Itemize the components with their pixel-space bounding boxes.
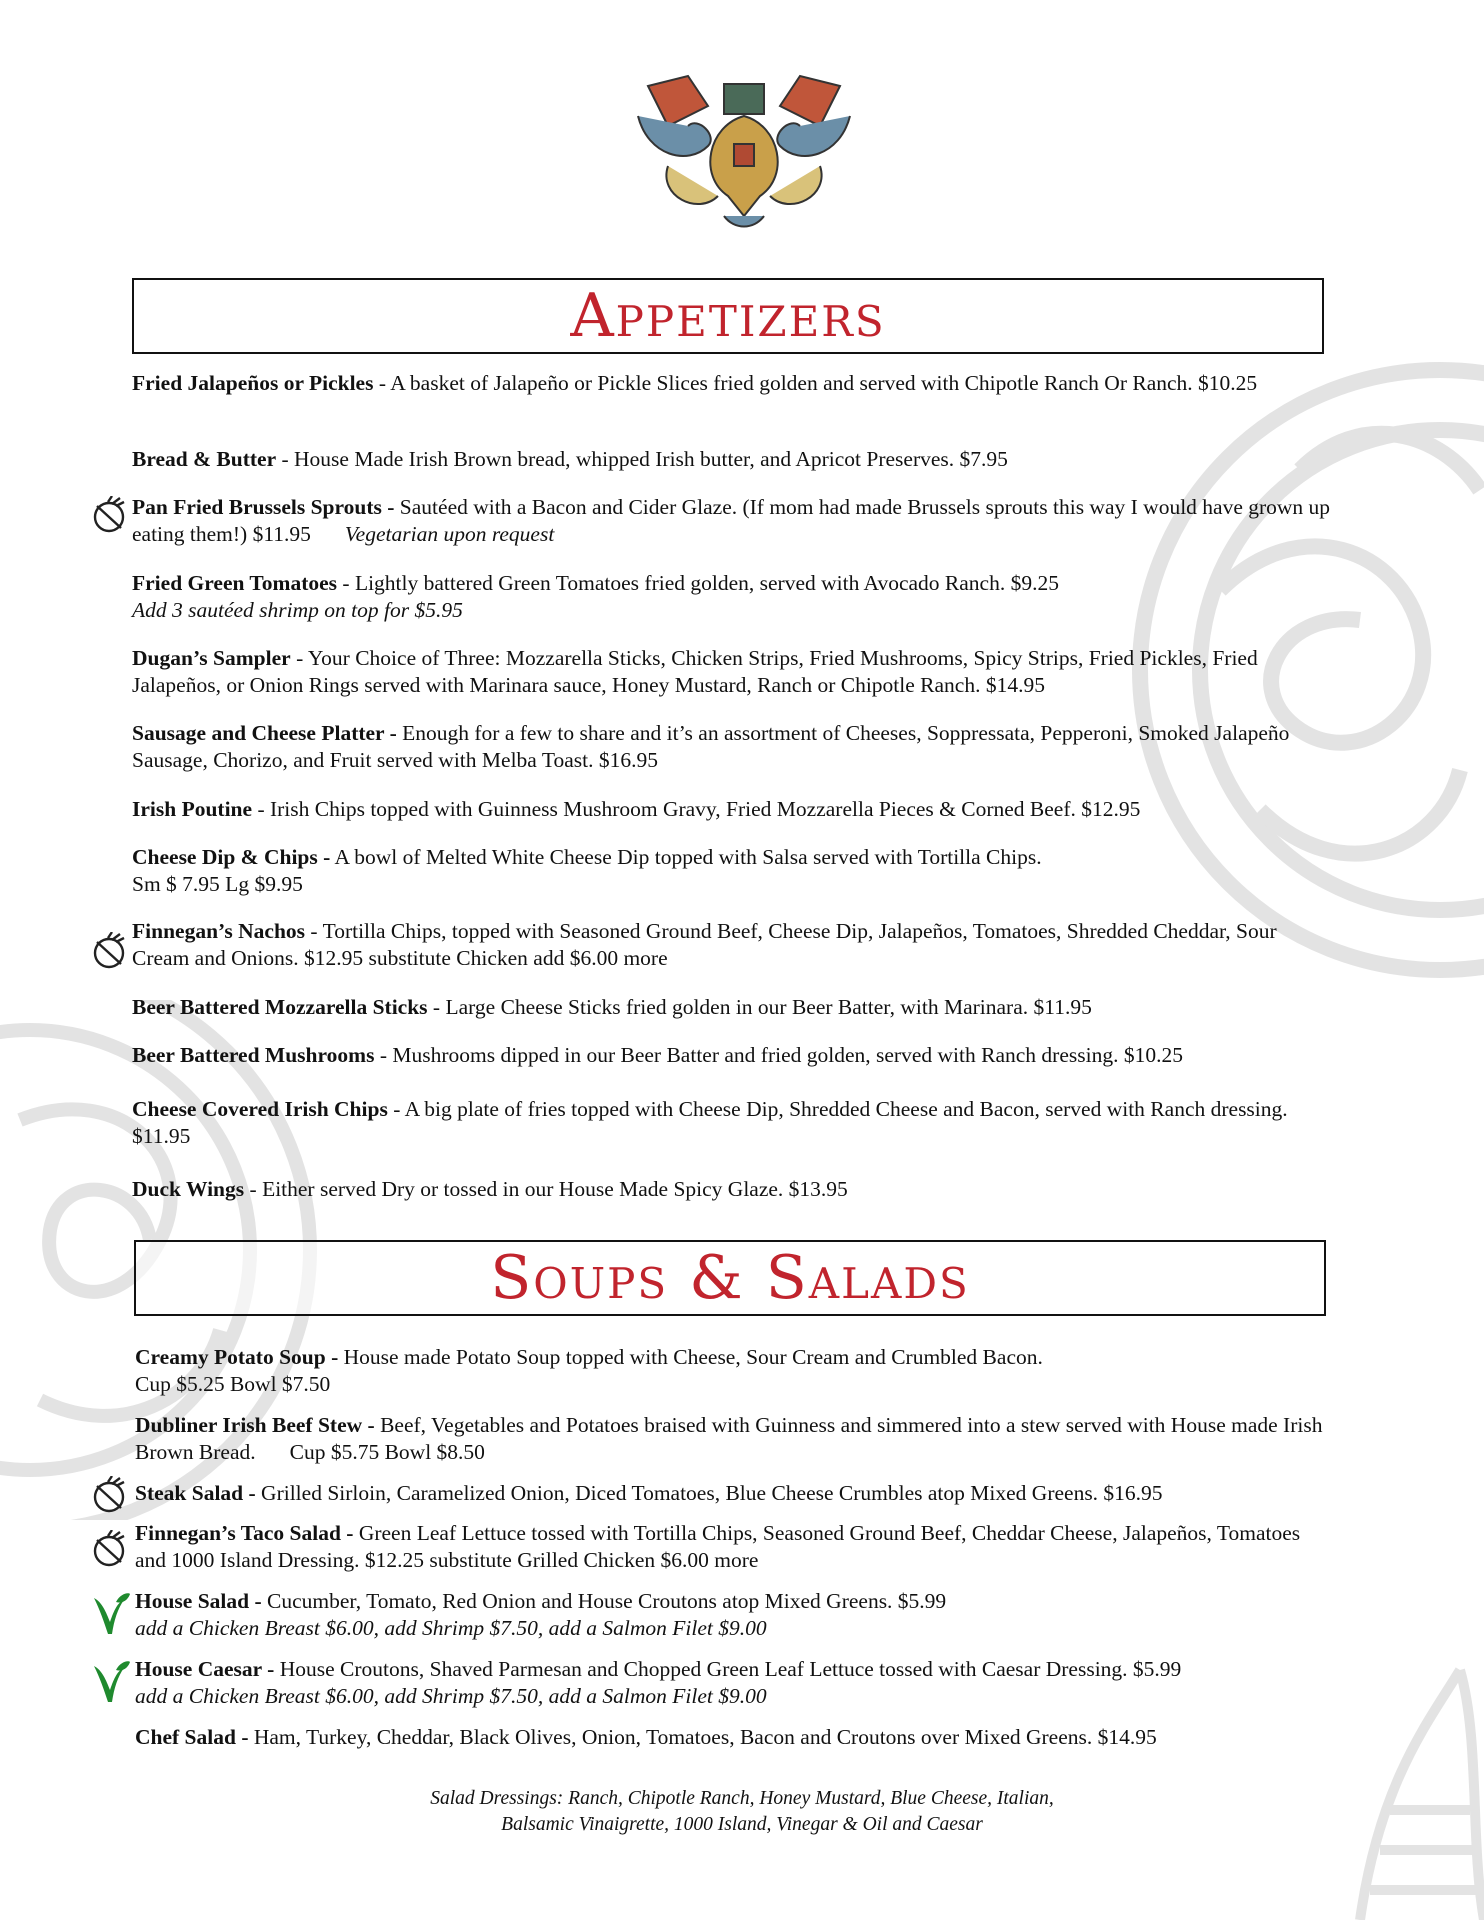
item-desc: Cucumber, Tomato, Red Onion and House Croutons atop Mixed Greens. $5.99 bbox=[267, 1589, 947, 1613]
item-name: Cheese Covered Irish Chips bbox=[132, 1097, 388, 1121]
item-desc: Large Cheese Sticks fried golden in our Beer Batter, with Marinara. $11.95 bbox=[445, 995, 1092, 1019]
item-name: Steak Salad - bbox=[135, 1481, 256, 1505]
item-name: Finnegan’s Taco Salad - bbox=[135, 1521, 354, 1545]
no-vegetarian-icon bbox=[90, 1530, 130, 1570]
item-note: Add 3 sautéed shrimp on top for $5.95 bbox=[132, 598, 463, 622]
menu-item: Fried Jalapeños or Pickles - A basket of Jalapeño or Pickle Slices fried golden and served with Chipotle Ranch Or Ranch. $10.25 bbox=[132, 371, 1258, 395]
no-vegetarian-icon bbox=[90, 1476, 130, 1516]
item-desc: Ham, Turkey, Cheddar, Black Olives, Onion, Tomatoes, Bacon and Croutons over Mixed Greens. $14.95 bbox=[253, 1725, 1157, 1749]
item-name: Cheese Dip & Chips - bbox=[132, 845, 331, 869]
item-name: Duck Wings bbox=[132, 1177, 245, 1201]
item-desc: Lightly battered Green Tomatoes fried golden, served with Avocado Ranch. $9.25 bbox=[354, 571, 1059, 595]
item-desc: A big plate of fries topped with Cheese Dip, Shredded Cheese and Bacon, served with Ranch dressing. $11.95 bbox=[132, 1097, 1288, 1148]
item-desc: House Croutons, Shaved Parmesan and Chopped Green Leaf Lettuce tossed with Caesar Dressing. $5.99 bbox=[279, 1657, 1182, 1681]
vegetarian-icon bbox=[90, 1592, 130, 1636]
menu-item: Dugan’s Sampler - Your Choice of Three: Mozzarella Sticks, Chicken Strips, Fried Mushrooms, Spicy Strips, Fried Pickles, Fried Jalapeños, or Onion Rings served with Marinara sauce, Honey Mustard, Ranch or Chipotle Ranch. $14.95 bbox=[132, 646, 1258, 697]
item-name: Fried Jalapeños or Pickles bbox=[132, 371, 374, 395]
item-desc: Your Choice of Three: Mozzarella Sticks, Chicken Strips, Fried Mushrooms, Spicy Strips, Fried Pickles, Fried Jalapeños, or Onion Rings served with Marinara sauce, Honey Mustard, Ranch or Chipotle Ranch. $14.95 bbox=[132, 646, 1258, 697]
dressings-line: Salad Dressings: Ranch, Chipotle Ranch, Honey Mustard, Blue Cheese, Italian, bbox=[430, 1788, 1054, 1809]
menu-item: Fried Green Tomatoes - Lightly battered Green Tomatoes fried golden, served with Avocado Ranch. $9.25 Add 3 sautéed shrimp on top for $5.95 bbox=[132, 571, 1059, 622]
menu-item bbox=[132, 494, 1332, 548]
item-name: Dugan’s Sampler bbox=[132, 646, 291, 670]
item-name: Chef Salad - bbox=[135, 1725, 249, 1749]
item-price: Cup $5.75 Bowl $8.50 bbox=[289, 1440, 485, 1464]
item-desc: Mushrooms dipped in our Beer Batter and fried golden, served with Ranch dressing. $10.25 bbox=[392, 1043, 1183, 1067]
no-vegetarian-icon bbox=[90, 496, 130, 536]
soups-salads-header bbox=[134, 1240, 1326, 1316]
item-desc: Irish Chips topped with Guinness Mushroom Gravy, Fried Mozzarella Pieces & Corned Beef. $12.95 bbox=[269, 797, 1141, 821]
salad-dressings-note bbox=[0, 1786, 1484, 1838]
menu-item bbox=[135, 1520, 1335, 1574]
item-name: Bread & Butter bbox=[132, 447, 277, 471]
item-desc: A bowl of Melted White Cheese Dip topped with Salsa served with Tortilla Chips. bbox=[334, 845, 1042, 869]
item-price: Cup $5.25 Bowl $7.50 bbox=[135, 1372, 331, 1396]
menu-item: Beer Battered Mozzarella Sticks - Large Cheese Sticks fried golden in our Beer Batter, with Marinara. $11.95 bbox=[132, 995, 1092, 1019]
item-desc: Sautéed with a Bacon and Cider Glaze. (If mom had made Brussels sprouts this way I would have grown up eating them!) $11.95 bbox=[132, 495, 1331, 546]
appetizers-header bbox=[132, 278, 1324, 354]
menu-item: Duck Wings - Either served Dry or tossed in our House Made Spicy Glaze. $13.95 bbox=[132, 1177, 848, 1201]
dressings-line: Balsamic Vinaigrette, 1000 Island, Vinegar & Oil and Caesar bbox=[501, 1814, 983, 1835]
item-desc: Either served Dry or tossed in our House Made Spicy Glaze. $13.95 bbox=[262, 1177, 848, 1201]
item-desc: House Made Irish Brown bread, whipped Irish butter, and Apricot Preserves. $7.95 bbox=[294, 447, 1008, 471]
item-name: House Salad - bbox=[135, 1589, 262, 1613]
item-name: Creamy Potato Soup - bbox=[135, 1345, 339, 1369]
menu-item: Beer Battered Mushrooms - Mushrooms dipped in our Beer Batter and fried golden, served with Ranch dressing. $10.25 bbox=[132, 1043, 1183, 1067]
item-desc: A basket of Jalapeño or Pickle Slices fried golden and served with Chipotle Ranch Or Ranch. $10.25 bbox=[390, 371, 1258, 395]
menu-item bbox=[135, 1412, 1335, 1466]
menu-item bbox=[132, 844, 1332, 898]
menu-item: Finnegan’s Nachos - Tortilla Chips, topped with Seasoned Ground Beef, Cheese Dip, Jalapeños, Tomatoes, Shredded Cheddar, Sour Cream and Onions. $12.95 substitute Chicken add $6.00 more bbox=[132, 919, 1277, 970]
item-desc: Enough for a few to share and it’s an assortment of Cheeses, Soppressata, Pepperoni, Smoked Jalapeño Sausage, Chorizo, and Fruit served with Melba Toast. $16.95 bbox=[132, 721, 1290, 772]
item-name: Finnegan’s Nachos bbox=[132, 919, 306, 943]
item-name: Dubliner Irish Beef Stew - bbox=[135, 1413, 375, 1437]
item-name: Sausage and Cheese Platter - bbox=[132, 721, 397, 745]
item-note: add a Chicken Breast $6.00, add Shrimp $7.50, add a Salmon Filet $9.00 bbox=[135, 1684, 767, 1708]
item-note: add a Chicken Breast $6.00, add Shrimp $7.50, add a Salmon Filet $9.00 bbox=[135, 1616, 767, 1640]
section-title: Soups & Salads bbox=[490, 1243, 970, 1313]
menu-item bbox=[135, 1480, 1335, 1507]
menu-item: Bread & Butter - House Made Irish Brown bread, whipped Irish butter, and Apricot Preserves. $7.95 bbox=[132, 447, 1008, 471]
item-name: Pan Fried Brussels Sprouts - bbox=[132, 495, 395, 519]
item-name: Beer Battered Mozzarella Sticks bbox=[132, 995, 428, 1019]
menu-item bbox=[135, 1724, 1335, 1751]
item-desc: Grilled Sirloin, Caramelized Onion, Diced Tomatoes, Blue Cheese Crumbles atop Mixed Greens. $16.95 bbox=[261, 1481, 1163, 1505]
celtic-knot-logo bbox=[628, 66, 860, 230]
vegetarian-icon bbox=[90, 1660, 130, 1704]
menu-item bbox=[135, 1344, 1335, 1398]
section-title: Appetizers bbox=[570, 281, 886, 351]
menu-item: Cheese Covered Irish Chips - A big plate of fries topped with Cheese Dip, Shredded Cheese and Bacon, served with Ranch dressing. $11.95 bbox=[132, 1097, 1288, 1148]
item-name: Fried Green Tomatoes bbox=[132, 571, 338, 595]
item-note: Vegetarian upon request bbox=[344, 522, 555, 546]
menu-item bbox=[132, 720, 1332, 774]
item-name: Beer Battered Mushrooms bbox=[132, 1043, 375, 1067]
menu-item bbox=[135, 1588, 1335, 1642]
item-name: Irish Poutine bbox=[132, 797, 253, 821]
item-name: House Caesar - bbox=[135, 1657, 275, 1681]
item-price: Sm $ 7.95 Lg $9.95 bbox=[132, 872, 303, 896]
item-desc: Tortilla Chips, topped with Seasoned Ground Beef, Cheese Dip, Jalapeños, Tomatoes, Shredded Cheddar, Sour Cream and Onions. $12.95 substitute Chicken add $6.00 more bbox=[132, 919, 1277, 970]
item-desc: Green Leaf Lettuce tossed with Tortilla Chips, Seasoned Ground Beef, Cheddar Cheese, Jalapeños, Tomatoes and 1000 Island Dressing. $12.25 substitute Grilled Chicken $6.00 more bbox=[135, 1521, 1301, 1572]
menu-item bbox=[135, 1656, 1335, 1710]
no-vegetarian-icon bbox=[90, 932, 130, 972]
menu-item: Irish Poutine - Irish Chips topped with Guinness Mushroom Gravy, Fried Mozzarella Pieces & Corned Beef. $12.95 bbox=[132, 797, 1141, 821]
item-desc: Beef, Vegetables and Potatoes braised with Guinness and simmered into a stew served with House made Irish Brown Bread. bbox=[135, 1413, 1323, 1464]
item-desc: House made Potato Soup topped with Cheese, Sour Cream and Crumbled Bacon. bbox=[343, 1345, 1043, 1369]
